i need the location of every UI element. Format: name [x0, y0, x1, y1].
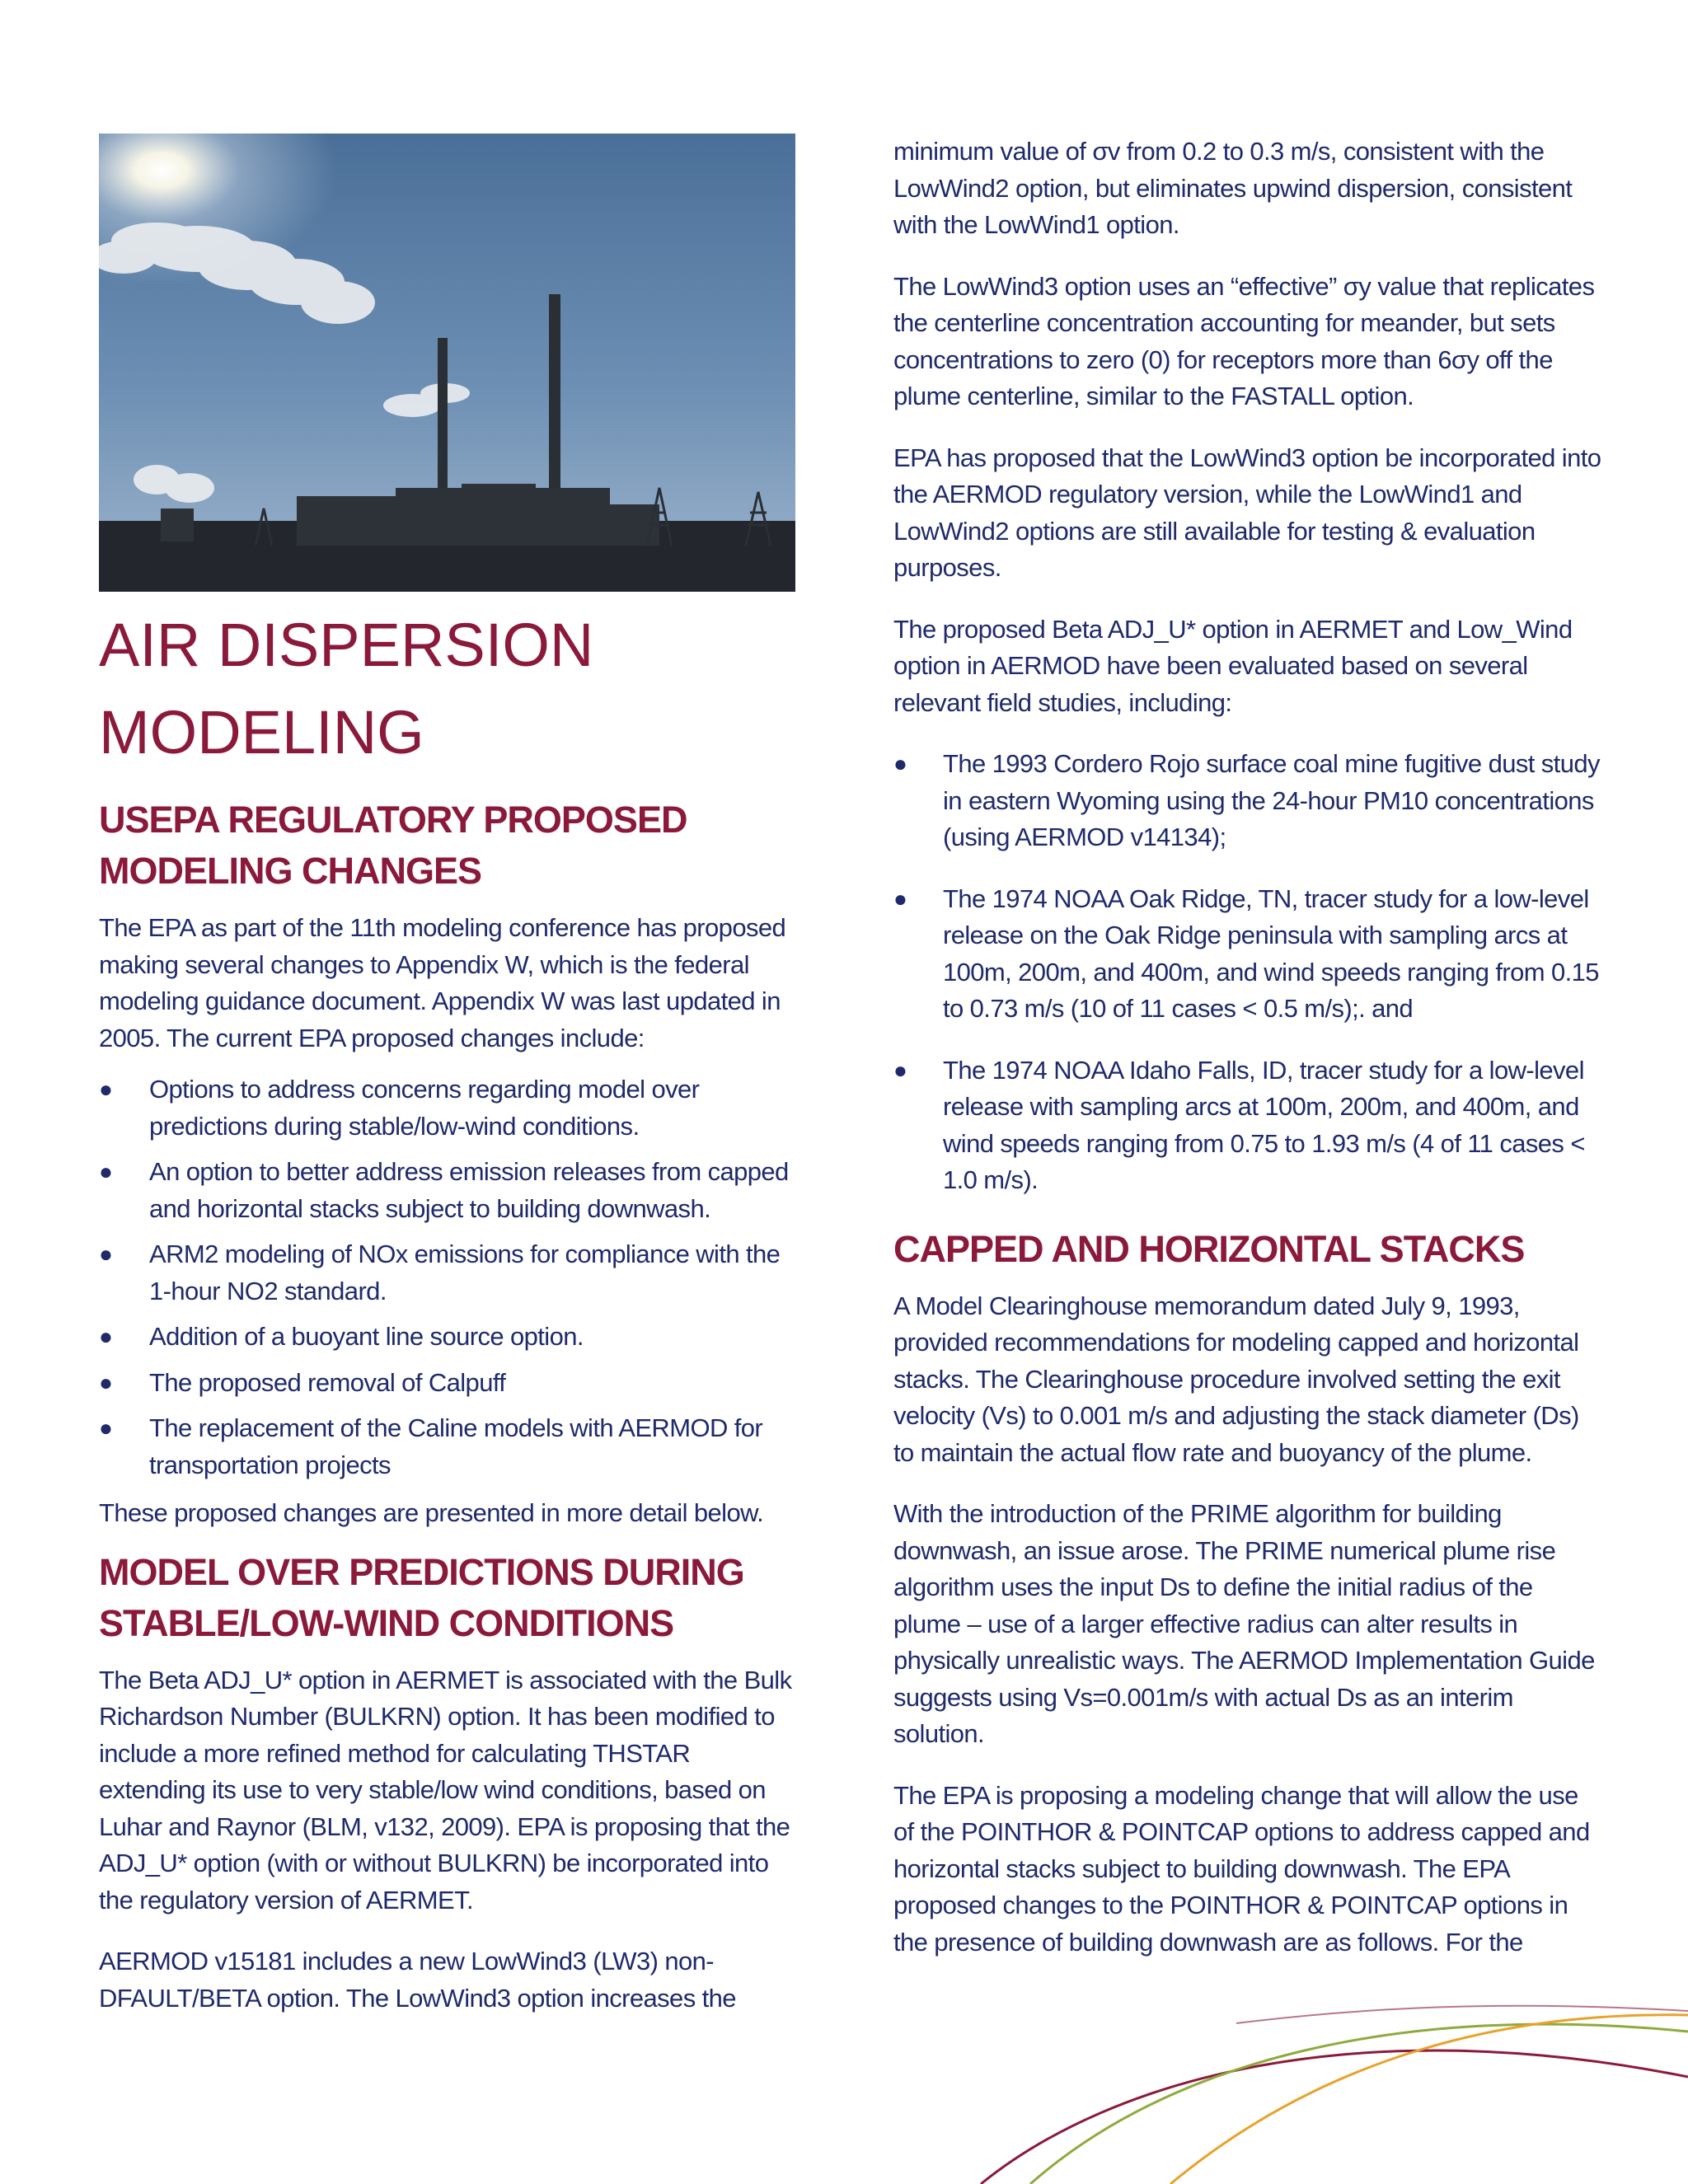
bullet-icon: ● — [99, 1159, 113, 1184]
epa-proposal-paragraph: EPA has proposed that the LowWind3 option be incorporated into the AERMOD regulatory version, while the LowWind1 and LowWind2 options are still available for testing & evaluation purposes. — [893, 443, 1601, 582]
bullet-icon: ● — [99, 1076, 113, 1102]
swoosh-red-line — [981, 2050, 1688, 2184]
bullet-icon: ● — [893, 751, 907, 776]
swoosh-orange-line — [1170, 2015, 1688, 2184]
bullet-icon: ● — [99, 1369, 113, 1395]
bullet-icon: ● — [99, 1324, 113, 1349]
list-item-text: ARM2 modeling of NOx emissions for compliance with the 1-hour NO2 standard. — [149, 1240, 781, 1305]
bullet-icon: ● — [893, 1057, 907, 1083]
list-item-text: The proposed removal of Calpuff — [149, 1367, 506, 1397]
section-heading-regulatory-changes: USEPA REGULATORY PROPOSED MODELING CHANGES — [99, 799, 687, 892]
field-studies-intro: The proposed Beta ADJ_U* option in AERMET and Low_Wind option in AERMOD have been evaluated based on several relevant field studies, including: — [893, 614, 1573, 717]
beta-adj-paragraph: The Beta ADJ_U* option in AERMET is associated with the Bulk Richardson Number (BULKRN) option. It has been modified to include a more refined method for calculating THSTAR extending its use to very stable/low wind conditions, based on Luhar and Raynor (BLM, v132, 2009). EPA is proposing that the ADJ_U* option (with or without BULKRN) be incorporated into the regulatory version of AERMET. — [99, 1665, 792, 1915]
effective-sigma-paragraph: The LowWind3 option uses an “effective” σy value that replicates the centerline concentration accounting for meander, but sets concentrations to zero (0) for receptors more than 6σy off the plume centerline, similar to the FASTALL option. — [893, 271, 1595, 410]
bullet-icon: ● — [99, 1415, 113, 1441]
prime-algorithm-paragraph: With the introduction of the PRIME algorithm for building downwash, an issue arose. The PRIME numerical plume rise algorithm uses the input Ds to define the initial radius of the plume – use of a larger effective radius can alter results in physically unrealistic ways. The AERMOD Implementation Guide suggests using Vs=0.001m/s with actual Ds as an interim solution. — [893, 1499, 1595, 1748]
list-item-text: The 1993 Cordero Rojo surface coal mine fugitive dust study in eastern Wyoming using the 24-hour PM10 concentrations (using AERMOD v14134); — [943, 749, 1600, 851]
aermod-lowwind3-paragraph: AERMOD v15181 includes a new LowWind3 (LW3) non-DFAULT/BETA option. The LowWind3 option increases the — [99, 1947, 736, 2013]
swoosh-green-line — [1030, 2024, 1688, 2184]
list-item-text: The 1974 NOAA Oak Ridge, TN, tracer study for a low-level release on the Oak Ridge peninsula with sampling arcs at 100m, 200m, and 400m, and wind speeds ranging from 0.15 to 0.73 m/s (10 of 11 cases < 0.5 m/s);. and — [943, 883, 1599, 1023]
section-heading-capped-stacks: CAPPED AND HORIZONTAL STACKS — [893, 1227, 1525, 1270]
bullet-icon: ● — [893, 885, 907, 912]
list-item-text: Options to address concerns regarding model over predictions during stable/low-wind conditions. — [149, 1075, 700, 1141]
title-line-1: AIR DISPERSION — [99, 611, 594, 679]
sigma-v-paragraph: minimum value of σv from 0.2 to 0.3 m/s, consistent with the LowWind2 option, but eliminates upwind dispersion, consistent with the LowWind1 option. — [893, 137, 1573, 239]
intro-paragraph: The EPA as part of the 11th modeling conference has proposed making several changes to Appendix W, which is the federal modeling guidance document. Appendix W was last updated in 2005. The current EPA proposed changes include: — [99, 913, 786, 1052]
list-item-text: An option to better address emission releases from capped and horizontal stacks subject to building downwash. — [149, 1157, 789, 1223]
title-line-2: MODELING — [99, 698, 424, 766]
section-heading-low-wind: MODEL OVER PREDICTIONS DURING STABLE/LOW-WIND CONDITIONS — [99, 1550, 744, 1644]
after-list-paragraph: These proposed changes are presented in more detail below. — [99, 1498, 764, 1527]
bullet-icon: ● — [99, 1241, 113, 1267]
list-item-text: The 1974 NOAA Idaho Falls, ID, tracer study for a low-level release with sampling arcs at 100m, 200m, and 400m, and wind speeds ranging from 0.75 to 1.93 m/s (4 of 11 cases < 1.0 m/s). — [943, 1055, 1585, 1194]
pointhor-paragraph: The EPA is proposing a modeling change that will allow the use of the POINTHOR & POINTCAP options to address capped and horizontal stacks subject to building downwash. The EPA proposed changes to the POINTHOR & POINTCAP options in the presence of building downwash are as follows. For the — [893, 1780, 1590, 1957]
clearinghouse-paragraph: A Model Clearinghouse memorandum dated July 9, 1993, provided recommendations for modeling capped and horizontal stacks. The Clearinghouse procedure involved setting the exit velocity (Vs) to 0.001 m/s and adjusting the stack diameter (Ds) to maintain the actual flow rate and buoyancy of the plume. — [893, 1291, 1579, 1467]
list-item-text: Addition of a buoyant line source option. — [149, 1322, 584, 1351]
list-item-text: The replacement of the Caline models with AERMOD for transportation projects — [149, 1413, 763, 1479]
